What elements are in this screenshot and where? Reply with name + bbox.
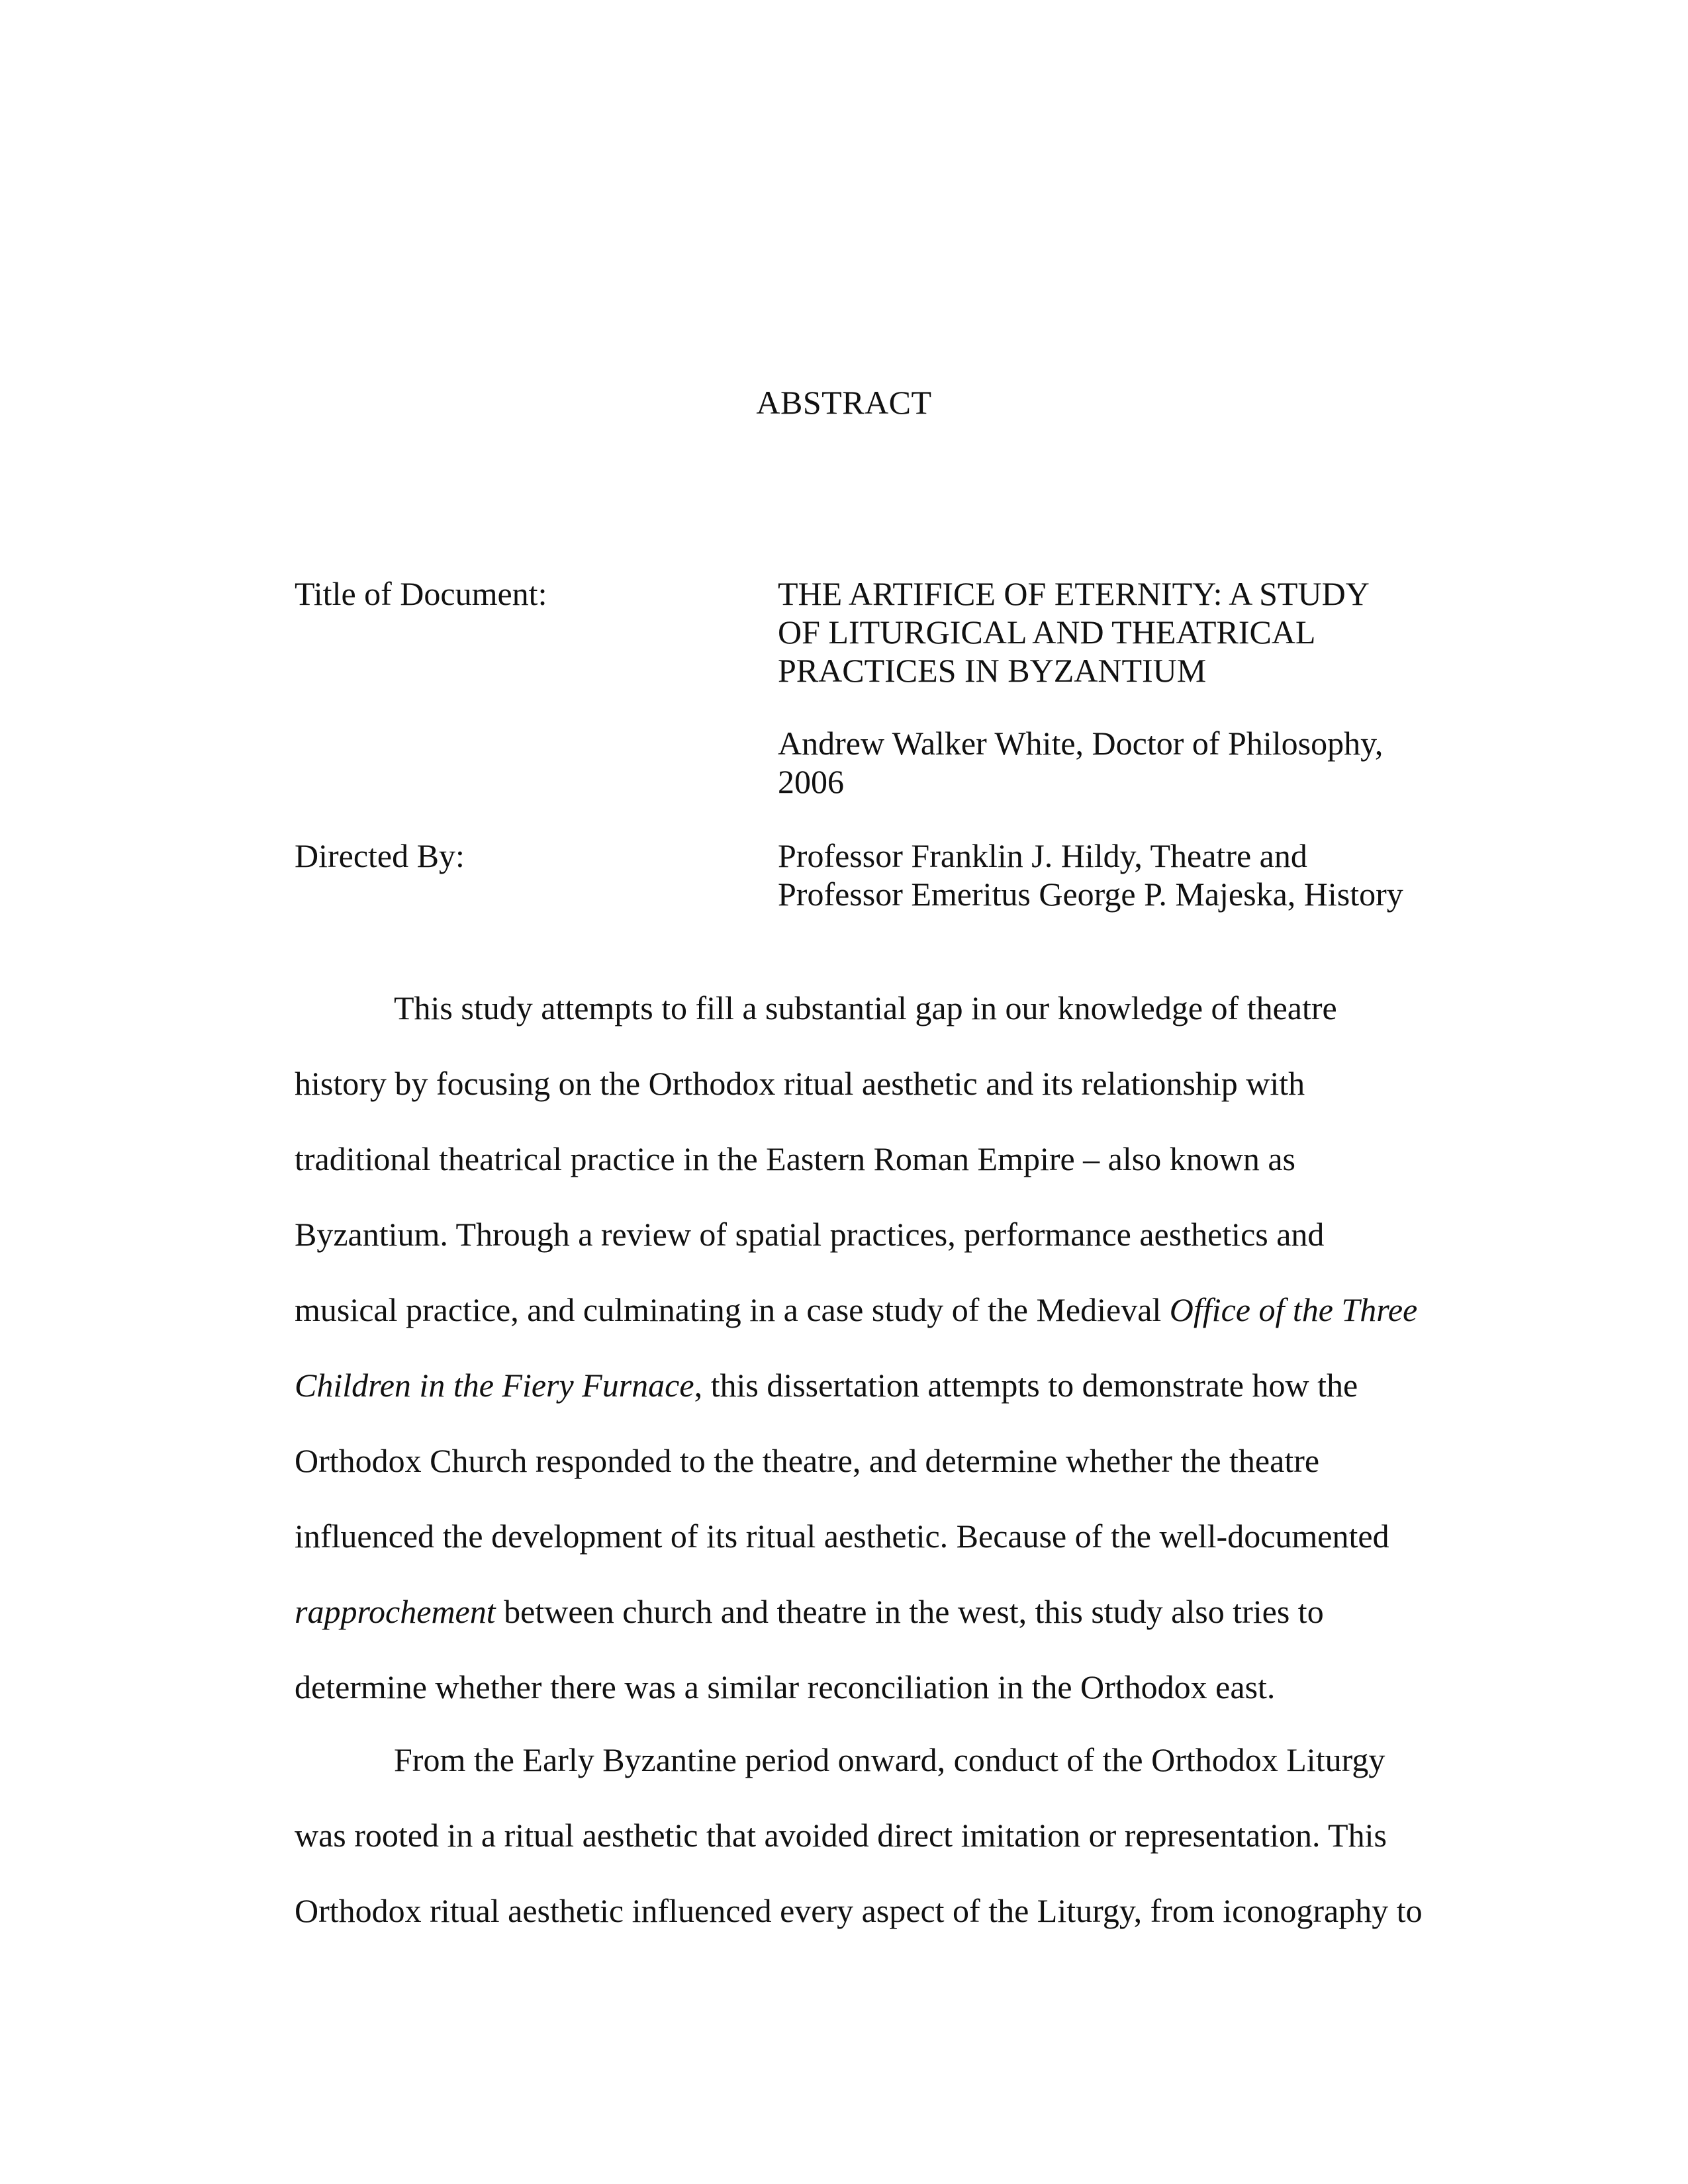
director-line: Professor Emeritus George P. Majeska, History <box>778 876 1403 913</box>
paragraph-line: history by focusing on the Orthodox ritual aesthetic and its relationship with <box>295 1065 1305 1102</box>
paragraph-text: , this dissertation attempts to demonstrate how the <box>694 1367 1358 1404</box>
directed-by-label: Directed By: <box>295 837 465 874</box>
paragraph-text: musical practice, and culminating in a case study of the Medieval <box>295 1291 1170 1328</box>
abstract-paragraph-1 <box>295 970 1418 1725</box>
title-line: OF LITURGICAL AND THEATRICAL <box>778 614 1316 651</box>
author-line: 2006 <box>778 763 844 800</box>
author-degree <box>778 724 1440 801</box>
paragraph-line: Byzantium. Through a review of spatial practices, performance aesthetics and <box>295 1216 1325 1253</box>
paragraph-line: influenced the development of its ritual aesthetic. Because of the well-documented <box>295 1518 1389 1555</box>
paragraph-line: Orthodox Church responded to the theatre, and determine whether the theatre <box>295 1442 1320 1479</box>
title-label: Title of Document: <box>295 575 547 612</box>
italic-work-title: Children in the Fiery Furnace <box>295 1367 694 1404</box>
paragraph-text: between church and theatre in the west, this study also tries to <box>495 1593 1324 1630</box>
paragraph-line <box>295 1347 1413 1423</box>
directors <box>778 837 1440 913</box>
title-line: THE ARTIFICE OF ETERNITY: A STUDY <box>778 575 1370 612</box>
paragraph-line <box>295 1272 1418 1347</box>
paragraph-line: From the Early Byzantine period onward, conduct of the Orthodox Liturgy <box>394 1741 1385 1778</box>
paragraph-line: This study attempts to fill a substantial gap in our knowledge of theatre <box>394 989 1337 1026</box>
title-line: PRACTICES IN BYZANTIUM <box>778 652 1207 689</box>
paragraph-line: traditional theatrical practice in the Eastern Roman Empire – also known as <box>295 1140 1295 1177</box>
paragraph-line: was rooted in a ritual aesthetic that avoided direct imitation or representation. This <box>295 1817 1387 1854</box>
paragraph-line <box>295 1574 1413 1649</box>
director-line: Professor Franklin J. Hildy, Theatre and <box>778 837 1307 874</box>
paragraph-line: Orthodox ritual aesthetic influenced every aspect of the Liturgy, from iconography to <box>295 1892 1423 1929</box>
paragraph-line: determine whether there was a similar reconciliation in the Orthodox east. <box>295 1668 1276 1706</box>
author-line: Andrew Walker White, Doctor of Philosophy, <box>778 725 1383 762</box>
abstract-heading: ABSTRACT <box>756 384 932 421</box>
abstract-paragraph-2 <box>295 1722 1423 1948</box>
italic-work-title: Office of the Three <box>1169 1291 1418 1328</box>
document-title <box>778 574 1440 690</box>
italic-term: rapprochement <box>295 1593 496 1630</box>
